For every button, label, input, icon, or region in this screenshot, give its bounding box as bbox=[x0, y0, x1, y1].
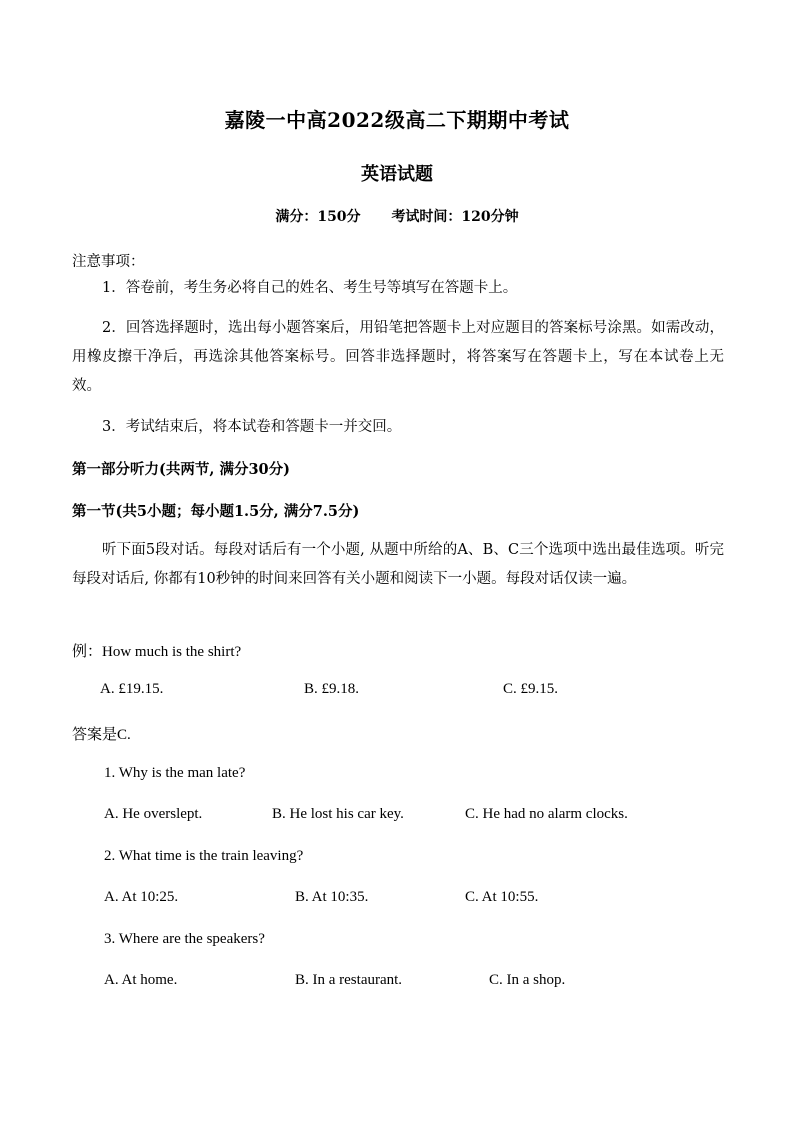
question-1: 1. Why is the man late? bbox=[104, 765, 246, 781]
exam-time: 考试时间：120分钟 bbox=[391, 209, 519, 225]
q3-option-c: C. In a shop. bbox=[489, 972, 566, 988]
section1-heading: 第一节(共5小题；每小题1.5分, 满分7.5分) bbox=[72, 503, 360, 520]
example-option-c: C. £9.15. bbox=[503, 681, 559, 697]
notes-heading: 注意事项： bbox=[72, 254, 145, 270]
note-item-1: 1．答卷前，考生务必将自己的姓名、考生号等填写在答题卡上。 bbox=[102, 280, 518, 296]
example-question: 例：How much is the shirt? bbox=[72, 644, 242, 660]
question-2: 2. What time is the train leaving? bbox=[104, 848, 304, 864]
part1-heading: 第一部分听力(共两节, 满分30分) bbox=[72, 461, 290, 478]
full-score: 满分：150分 bbox=[275, 209, 361, 225]
example-option-a: A. £19.15. bbox=[100, 681, 164, 697]
q1-option-a: A. He overslept. bbox=[104, 806, 203, 822]
example-answer: 答案是C. bbox=[72, 727, 131, 743]
note-item-2: 2．回答选择题时，选出每小题答案后，用铅笔把答题卡上对应题目的答案标号涂黑。如需改动，用橡皮擦干净后，再选涂其他答案标号。回答非选择题时，将答案写在答题卡上，写在本试卷上无效。 bbox=[72, 320, 724, 394]
q2-option-a: A. At 10:25. bbox=[104, 889, 179, 905]
example-option-b: B. £9.18. bbox=[304, 681, 360, 697]
exam-title: 嘉陵一中高2022级高二下期期中考试 bbox=[224, 108, 570, 132]
q3-option-a: A. At home. bbox=[104, 972, 178, 988]
q2-option-b: B. At 10:35. bbox=[295, 889, 369, 905]
question-3: 3. Where are the speakers? bbox=[104, 931, 265, 947]
q1-option-b: B. He lost his car key. bbox=[272, 806, 404, 822]
note-item-3: 3．考试结束后，将本试卷和答题卡一并交回。 bbox=[102, 419, 402, 435]
score-time-line bbox=[0, 206, 794, 226]
q3-option-b: B. In a restaurant. bbox=[295, 972, 403, 988]
q1-option-c: C. He had no alarm clocks. bbox=[465, 806, 628, 822]
exam-subtitle: 英语试题 bbox=[361, 164, 433, 185]
q2-option-c: C. At 10:55. bbox=[465, 889, 539, 905]
listening-instructions: 听下面5段对话。每段对话后有一个小题, 从题中所给的A、B、C三个选项中选出最佳选项。听完每段对话后, 你都有10秒钟的时间来回答有关小题和阅读下一小题。每段对话仅读一遍。 bbox=[72, 542, 724, 587]
